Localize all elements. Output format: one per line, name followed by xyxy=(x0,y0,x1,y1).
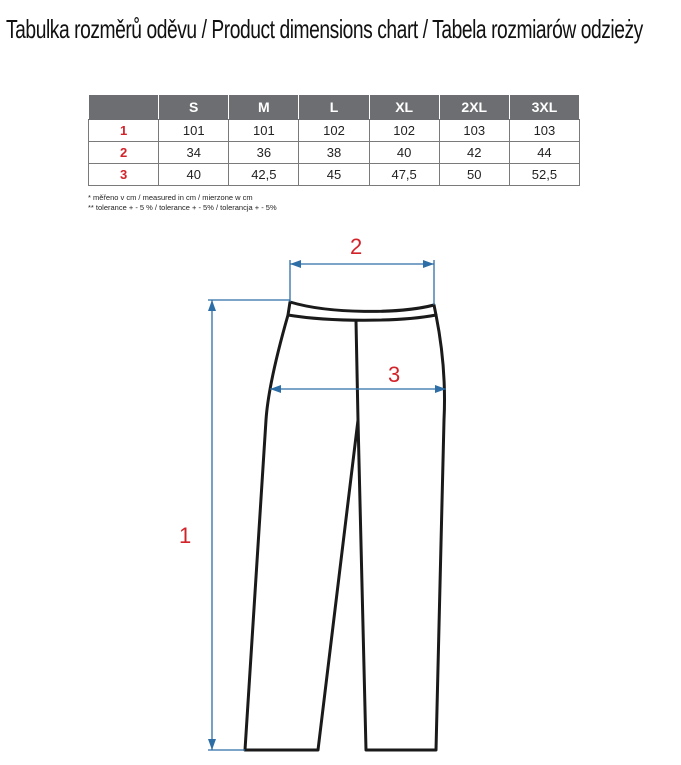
table-cell: 101 xyxy=(229,120,299,142)
arrowhead-icon xyxy=(208,300,216,311)
table-cell: 38 xyxy=(299,142,369,164)
table-cell: 102 xyxy=(299,120,369,142)
table-cell: 42,5 xyxy=(229,164,299,186)
table-cell: 103 xyxy=(439,120,509,142)
table-cell: 52,5 xyxy=(509,164,579,186)
column-header: L xyxy=(299,95,369,120)
table-cell: 40 xyxy=(369,142,439,164)
column-header: M xyxy=(229,95,299,120)
table-cell: 45 xyxy=(299,164,369,186)
table-cell: 44 xyxy=(509,142,579,164)
table-cell: 103 xyxy=(509,120,579,142)
table-cell: 50 xyxy=(439,164,509,186)
table-cell: 34 xyxy=(159,142,229,164)
column-header: 3XL xyxy=(509,95,579,120)
column-header: XL xyxy=(369,95,439,120)
row-label: 1 xyxy=(89,120,159,142)
page-title: Tabulka rozměrů oděvu / Product dimensions chart / Tabela rozmiarów odzieży xyxy=(6,14,643,44)
column-header: 2XL xyxy=(439,95,509,120)
table-cell: 101 xyxy=(159,120,229,142)
table-cell: 42 xyxy=(439,142,509,164)
trousers-body xyxy=(245,302,445,750)
center-seam xyxy=(356,321,358,420)
column-header: S xyxy=(159,95,229,120)
note-tolerance: ** tolerance + - 5 % / tolerance + - 5% / tolerancja + - 5% xyxy=(88,203,277,212)
length-measure-label: 1 xyxy=(179,523,192,548)
arrowhead-icon xyxy=(423,260,434,268)
table-cell: 47,5 xyxy=(369,164,439,186)
waistband-line xyxy=(288,315,436,320)
arrowhead-icon xyxy=(290,260,301,268)
row-label: 2 xyxy=(89,142,159,164)
trousers-outline xyxy=(245,302,445,750)
note-units: * měřeno v cm / measured in cm / mierzone w cm xyxy=(88,193,253,202)
table-cell: 40 xyxy=(159,164,229,186)
waist-measure-label: 2 xyxy=(350,234,363,259)
row-label: 3 xyxy=(89,164,159,186)
table-cell: 36 xyxy=(229,142,299,164)
arrowhead-icon xyxy=(208,739,216,750)
table-cell: 102 xyxy=(369,120,439,142)
hip-measure-label: 3 xyxy=(388,362,401,387)
